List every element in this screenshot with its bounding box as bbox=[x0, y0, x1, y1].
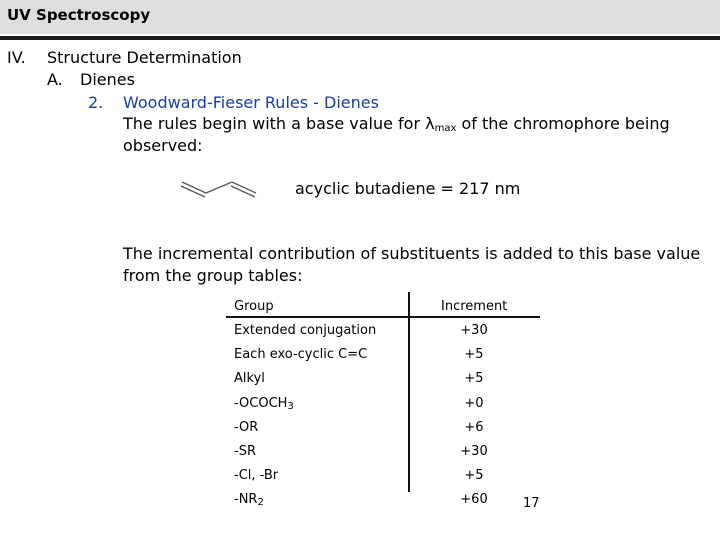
table-row-group: -OR bbox=[234, 420, 259, 435]
intro-line-2: observed: bbox=[123, 136, 203, 155]
table-header-rule bbox=[226, 316, 540, 318]
table-row-group: -Cl, -Br bbox=[234, 468, 279, 483]
table-row-group: Extended conjugation bbox=[234, 323, 377, 338]
increment-text-line-1: The incremental contribution of substituents is added to this base value bbox=[123, 244, 701, 263]
slide-title: UV Spectroscopy bbox=[7, 6, 151, 24]
outline-text-1: Structure Determination bbox=[47, 48, 242, 67]
table-row-increment: +6 bbox=[464, 420, 484, 435]
table-header-group: Group bbox=[234, 299, 274, 314]
table-row-increment: +0 bbox=[464, 396, 484, 411]
group-text: -NR bbox=[234, 492, 258, 507]
intro-text-after: of the chromophore being bbox=[456, 114, 670, 133]
outline-text-2: Dienes bbox=[80, 70, 135, 89]
table-column-divider bbox=[408, 292, 410, 492]
lambda-subscript: max bbox=[434, 123, 457, 134]
outline-num-2: A. bbox=[47, 70, 63, 89]
table-row-increment: +30 bbox=[460, 444, 488, 459]
group-text: -OCOCH bbox=[234, 396, 288, 411]
header-bar bbox=[0, 0, 720, 34]
table-row-group: -SR bbox=[234, 444, 256, 459]
table-row-increment: +30 bbox=[460, 323, 488, 338]
outline-num-3: 2. bbox=[88, 93, 104, 112]
table-row-increment: +5 bbox=[464, 347, 484, 362]
table-row-group bbox=[234, 396, 294, 412]
header-rule bbox=[0, 36, 720, 40]
base-value-text: acyclic butadiene = 217 nm bbox=[295, 179, 521, 198]
increment-text-line-2: from the group tables: bbox=[123, 266, 303, 285]
intro-line-1 bbox=[123, 114, 670, 134]
table-row-increment: +60 bbox=[460, 492, 488, 507]
table-row-increment: +5 bbox=[464, 468, 484, 483]
table-header-increment: Increment bbox=[441, 299, 508, 314]
group-subscript: 3 bbox=[287, 401, 294, 412]
table-row-group: Alkyl bbox=[234, 371, 265, 386]
lambda-symbol: λ bbox=[425, 114, 435, 133]
outline-num-1: IV. bbox=[7, 48, 26, 67]
butadiene-structure-icon bbox=[176, 176, 262, 202]
outline-text-3: Woodward-Fieser Rules - Dienes bbox=[123, 93, 379, 112]
table-row-group bbox=[234, 492, 264, 508]
table-row-group: Each exo-cyclic C=C bbox=[234, 347, 368, 362]
group-subscript: 2 bbox=[257, 497, 264, 508]
page-number: 17 bbox=[523, 496, 540, 511]
table-row-increment: +5 bbox=[464, 371, 484, 386]
intro-text-before: The rules begin with a base value for bbox=[123, 114, 426, 133]
